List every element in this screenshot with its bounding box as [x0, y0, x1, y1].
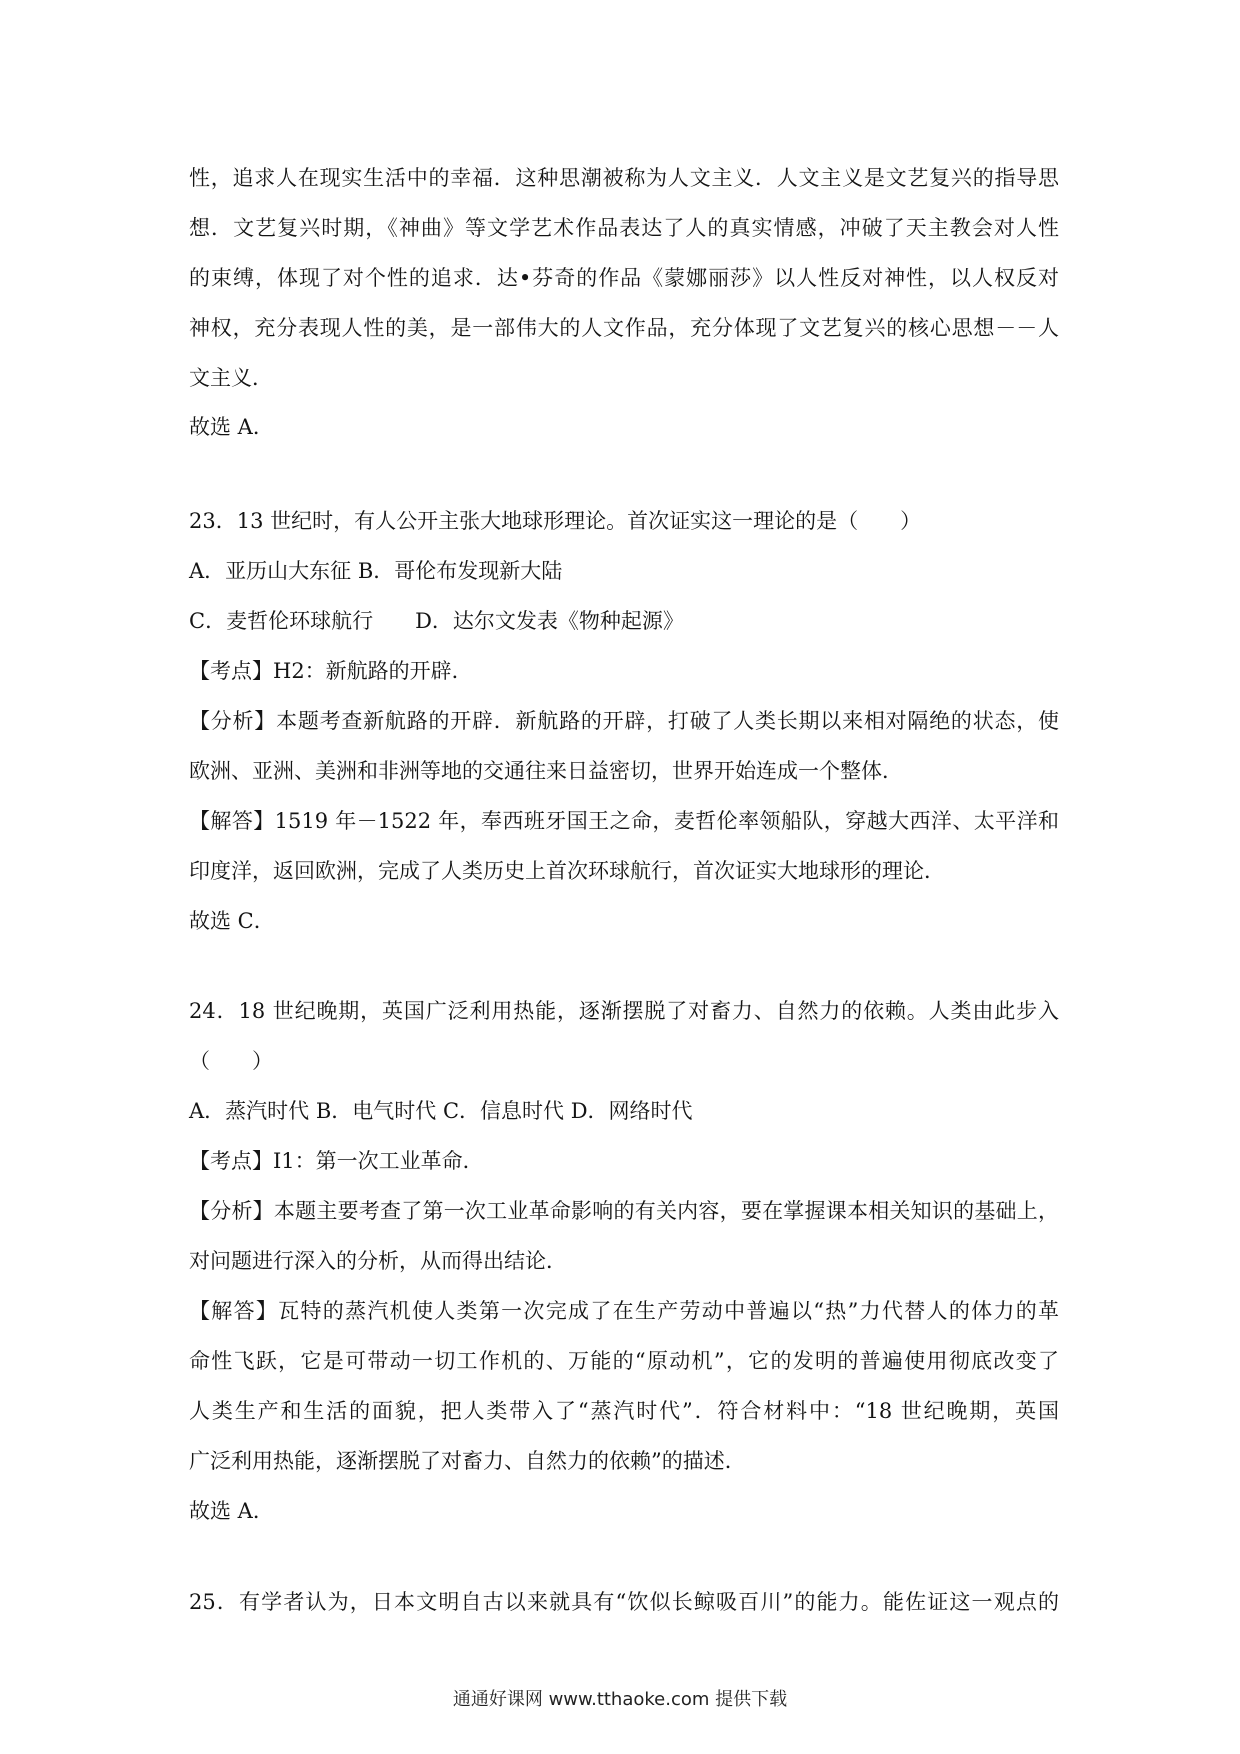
q23-fenxi-line-1: 【分析】本题考查新航路的开辟．新航路的开辟，打破了人类长期以来相对隔绝的状态，使 — [189, 709, 1059, 733]
q24-options: A．蒸汽时代 B．电气时代 C．信息时代 D．网络时代 — [189, 1099, 693, 1123]
q24-stem-line-2: （ ） — [189, 1049, 273, 1073]
q24-jieda-line-2: 命性飞跃，它是可带动一切工作机的、万能的“原动机”，它的发明的普遍使用彻底改变了 — [189, 1349, 1059, 1373]
q23-choice: 故选 C． — [189, 909, 275, 933]
q23-options-line-2: C．麦哲伦环球航行 D．达尔文发表《物种起源》 — [189, 609, 684, 633]
q24-jieda-line-4: 广泛利用热能，逐渐摆脱了对畜力、自然力的依赖”的描述． — [189, 1449, 746, 1473]
q23-options-line-1: A．亚历山大东征 B．哥伦布发现新大陆 — [189, 559, 563, 583]
q23-jieda-line-2: 印度洋，返回欧洲，完成了人类历史上首次环球航行，首次证实大地球形的理论． — [189, 859, 945, 883]
q23-jieda-line-1: 【解答】1519 年－1522 年，奉西班牙国王之命，麦哲伦率领船队，穿越大西洋、太平洋和 — [189, 809, 1059, 833]
prev-answer-line-4: 神权，充分表现人性的美，是一部伟大的人文作品，充分体现了文艺复兴的核心思想－－人 — [189, 316, 1059, 340]
page-footer: 通通好课网 www.tthaoke.com 提供下载 — [452, 1689, 788, 1710]
prev-answer-line-5: 文主义． — [189, 366, 273, 390]
prev-answer-line-2: 想．文艺复兴时期，《神曲》等文学艺术作品表达了人的真实情感，冲破了天主教会对人性 — [189, 216, 1059, 240]
q24-fenxi-line-1: 【分析】本题主要考查了第一次工业革命影响的有关内容，要在掌握课本相关知识的基础上， — [189, 1199, 1059, 1223]
q23-kaodian: 【考点】H2：新航路的开辟． — [189, 659, 473, 683]
q24-jieda-line-3: 人类生产和生活的面貌，把人类带入了“蒸汽时代”．符合材料中：“18 世纪晚期，英国 — [189, 1399, 1059, 1423]
q25-stem: 25．有学者认为，日本文明自古以来就具有“饮似长鲸吸百川”的能力。能佐证这一观点的 — [189, 1590, 1059, 1614]
q24-jieda-line-1: 【解答】瓦特的蒸汽机使人类第一次完成了在生产劳动中普遍以“热”力代替人的体力的革 — [189, 1299, 1059, 1323]
prev-answer-line-3: 的束缚，体现了对个性的追求．达•芬奇的作品《蒙娜丽莎》以人性反对神性，以人权反对 — [189, 266, 1059, 290]
prev-answer-line-1: 性，追求人在现实生活中的幸福．这种思潮被称为人文主义．人文主义是文艺复兴的指导思 — [189, 166, 1059, 190]
prev-answer-choice: 故选 A． — [189, 415, 274, 439]
q24-choice: 故选 A． — [189, 1499, 274, 1523]
q24-fenxi-line-2: 对问题进行深入的分析，从而得出结论． — [189, 1249, 567, 1273]
q23-fenxi-line-2: 欧洲、亚洲、美洲和非洲等地的交通往来日益密切，世界开始连成一个整体． — [189, 759, 903, 783]
q24-stem-line-1: 24．18 世纪晚期，英国广泛利用热能，逐渐摆脱了对畜力、自然力的依赖。人类由此步入 — [189, 999, 1059, 1023]
q24-kaodian: 【考点】I1：第一次工业革命． — [189, 1149, 484, 1173]
q23-stem: 23．13 世纪时，有人公开主张大地球形理论。首次证实这一理论的是（ ） — [189, 509, 922, 533]
